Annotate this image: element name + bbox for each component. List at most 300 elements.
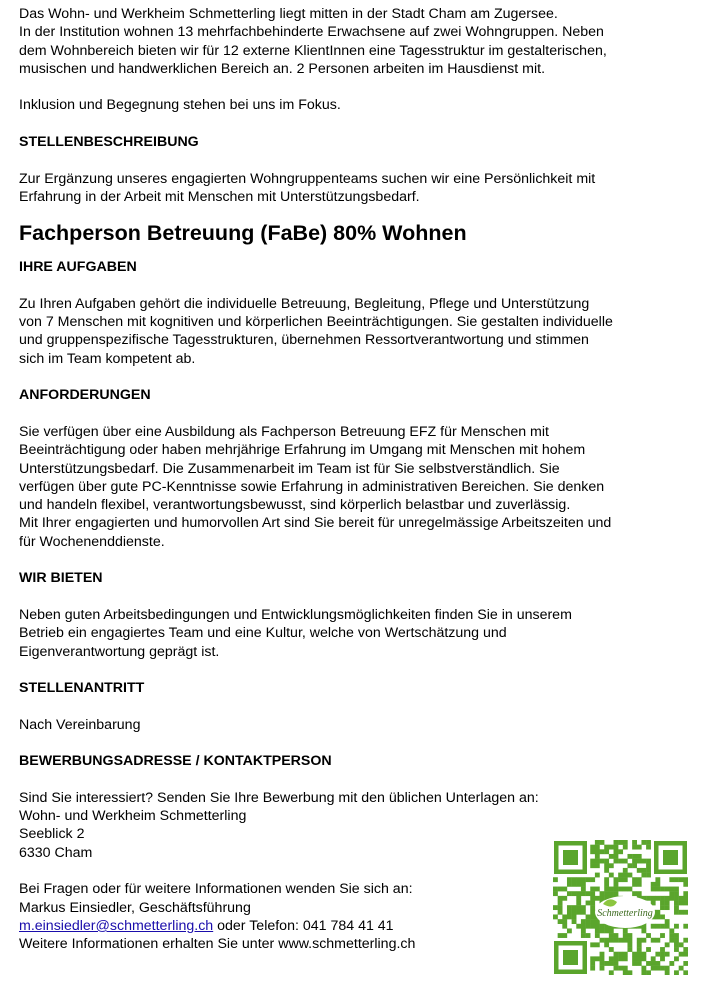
qr-module <box>586 924 591 929</box>
qr-module <box>590 919 595 924</box>
qr-module <box>595 933 600 938</box>
qr-module <box>646 845 651 850</box>
qr-module <box>600 924 605 929</box>
qr-module <box>679 952 684 957</box>
qr-module <box>609 891 614 896</box>
qr-module <box>632 961 637 966</box>
qr-module <box>576 910 581 915</box>
qr-module <box>651 924 656 929</box>
qr-module <box>637 956 642 961</box>
qr-module <box>595 956 600 961</box>
qr-module <box>590 896 595 901</box>
qr-module <box>576 896 581 901</box>
qr-module <box>651 938 656 943</box>
qr-module <box>674 938 679 943</box>
qr-module <box>572 891 577 896</box>
qr-module <box>562 924 567 929</box>
qr-module <box>586 919 591 924</box>
qr-module <box>627 947 632 952</box>
qr-module <box>562 933 567 938</box>
qr-module <box>674 910 679 915</box>
job-posting-document <box>19 5 699 954</box>
intro-paragraph: Das Wohn- und Werkheim Schmetterling liegt mitten in der Stadt Cham am Zugersee. In der Institution wohnen 13 mehrfachbehinderte Erwachsene auf zwei Wohngruppen. Neben dem Wohnbereich bieten wir für 12 externe KlientInnen eine Tagesstruktur im gestalterischen, musischen und handwerklichen Bereich an. 2 Personen arbeiten im Hausdienst mit. <box>19 6 607 77</box>
qr-module <box>618 849 623 854</box>
qr-module <box>567 910 572 915</box>
qr-module <box>623 952 628 957</box>
qr-module <box>553 905 558 910</box>
qr-module <box>614 877 619 882</box>
qr-module <box>637 938 642 943</box>
qr-module <box>595 928 600 933</box>
qr-module <box>600 966 605 971</box>
qr-module <box>553 877 558 882</box>
qr-code <box>553 840 688 975</box>
wir-bieten-text: Neben guten Arbeitsbedingungen und Entwicklungsmöglichkeiten finden Sie in unserem Betrieb ein engagiertes Team und eine Kultur, welche von Wertschätzung und Eigenverantwortung geprägt ist. <box>19 606 572 660</box>
section-heading-stellenantritt: STELLENANTRITT <box>19 680 145 697</box>
qr-module <box>576 877 581 882</box>
qr-module <box>604 887 609 892</box>
qr-module <box>674 896 679 901</box>
qr-module <box>572 882 577 887</box>
qr-module <box>600 891 605 896</box>
qr-module <box>660 947 665 952</box>
qr-module <box>660 901 665 906</box>
qr-module <box>609 938 614 943</box>
qr-center-logo <box>595 896 655 928</box>
qr-module <box>595 873 600 878</box>
qr-module <box>646 970 651 975</box>
qr-module <box>604 891 609 896</box>
qr-module <box>600 859 605 864</box>
qr-module <box>683 877 688 882</box>
qr-module <box>669 887 674 892</box>
qr-module <box>623 956 628 961</box>
qr-module <box>641 970 646 975</box>
qr-finder-top-right <box>654 841 687 874</box>
qr-module <box>679 901 684 906</box>
qr-module <box>604 877 609 882</box>
qr-module <box>679 877 684 882</box>
qr-module <box>623 859 628 864</box>
qr-module <box>637 891 642 896</box>
qr-module <box>660 966 665 971</box>
qr-module <box>646 863 651 868</box>
qr-module <box>558 910 563 915</box>
qr-module <box>595 896 600 901</box>
qr-module <box>590 877 595 882</box>
qr-module <box>637 947 642 952</box>
qr-module <box>609 845 614 850</box>
qr-module <box>618 877 623 882</box>
qr-module <box>637 854 642 859</box>
stellenbeschreibung-text: Zur Ergänzung unseres engagierten Wohngruppenteams suchen wir eine Persönlichkeit mit Erfahrung in der Arbeit mit Menschen mit Unterstützungsbedarf. <box>19 170 596 205</box>
qr-module <box>660 887 665 892</box>
qr-module <box>623 845 628 850</box>
aufgaben-text: Zu Ihren Aufgaben gehört die individuelle Betreuung, Begleitung, Pflege und Unterstützung von 7 Menschen mit kognitiven und körperlichen Beeinträchtigungen. Sie gestalten individuelle und gruppenspezifische Tagesstrukturen, übernehmen Ressortverantwortung und stimmen sich im Team kompetent ab. <box>19 295 613 367</box>
qr-module <box>590 914 595 919</box>
qr-module <box>669 938 674 943</box>
qr-module <box>683 901 688 906</box>
qr-module <box>683 938 688 943</box>
qr-module <box>595 924 600 929</box>
qr-module <box>576 891 581 896</box>
qr-module <box>604 938 609 943</box>
qr-module <box>637 859 642 864</box>
qr-module <box>674 956 679 961</box>
qr-module <box>632 859 637 864</box>
qr-module <box>641 966 646 971</box>
qr-module <box>553 914 558 919</box>
qr-module <box>637 952 642 957</box>
qr-module <box>614 849 619 854</box>
qr-module <box>614 933 619 938</box>
qr-module <box>590 910 595 915</box>
qr-module <box>590 956 595 961</box>
qr-module <box>651 956 656 961</box>
qr-module <box>609 873 614 878</box>
qr-module <box>665 901 670 906</box>
qr-module <box>660 914 665 919</box>
qr-module <box>655 966 660 971</box>
qr-module <box>614 845 619 850</box>
qr-module <box>632 854 637 859</box>
qr-module <box>586 877 591 882</box>
qr-module <box>637 868 642 873</box>
qr-module <box>627 863 632 868</box>
qr-module <box>604 882 609 887</box>
qr-module <box>618 966 623 971</box>
qr-module <box>660 952 665 957</box>
qr-module <box>660 905 665 910</box>
qr-module <box>660 896 665 901</box>
qr-module <box>618 873 623 878</box>
qr-module <box>581 928 586 933</box>
qr-module <box>558 896 563 901</box>
qr-module <box>623 868 628 873</box>
qr-module <box>558 933 563 938</box>
qr-module <box>627 942 632 947</box>
qr-module <box>627 854 632 859</box>
qr-module <box>600 961 605 966</box>
qr-module <box>595 859 600 864</box>
qr-module <box>669 891 674 896</box>
qr-module <box>655 887 660 892</box>
qr-module <box>646 840 651 845</box>
qr-module <box>669 896 674 901</box>
qr-module <box>609 854 614 859</box>
qr-module <box>651 887 656 892</box>
qr-module <box>655 910 660 915</box>
qr-module <box>586 901 591 906</box>
qr-module <box>637 882 642 887</box>
section-heading-kontakt: BEWERBUNGSADRESSE / KONTAKTPERSON <box>19 753 332 770</box>
qr-module <box>660 956 665 961</box>
qr-module <box>604 961 609 966</box>
qr-module <box>674 947 679 952</box>
qr-module <box>558 905 563 910</box>
qr-module <box>581 933 586 938</box>
qr-module <box>651 896 656 901</box>
qr-module <box>586 891 591 896</box>
anforderungen-text: Sie verfügen über eine Ausbildung als Fachperson Betreuung EFZ für Menschen mit Beeinträchtigung oder haben mehrjährige Erfahrung im Umgang mit Menschen mit hohem Unterstützungsbedarf. Die Zusammenarbeit im Team ist für Sie selbstverständlich. Sie verfügen über gute PC-Kenntnisse sowie Erfahrung in administrativen Bereichen. Sie denken und handeln flexibel, verantwortungsbewusst, sind körperlich belastbar und zuverlässig. Mit Ihrer engagierten und humorvollen Art sind Sie bereit für unregelmässige Arbeitszeiten und für Wochenenddienste. <box>19 423 612 550</box>
qr-module <box>590 891 595 896</box>
qr-module <box>655 882 660 887</box>
qr-module <box>614 956 619 961</box>
qr-module <box>641 938 646 943</box>
qr-module <box>614 891 619 896</box>
qr-module <box>562 914 567 919</box>
qr-module <box>665 924 670 929</box>
stellenantritt-text: Nach Vereinbarung <box>19 716 141 733</box>
qr-module <box>581 891 586 896</box>
qr-module <box>590 863 595 868</box>
qr-module <box>637 942 642 947</box>
qr-module <box>581 877 586 882</box>
qr-finder-top-left <box>554 841 587 874</box>
qr-module <box>590 966 595 971</box>
qr-module <box>623 970 628 975</box>
qr-module <box>576 905 581 910</box>
qr-module <box>655 952 660 957</box>
qr-module <box>553 887 558 892</box>
qr-module <box>665 970 670 975</box>
qr-module <box>600 849 605 854</box>
qr-module <box>604 942 609 947</box>
qr-module <box>618 952 623 957</box>
qr-module <box>655 924 660 929</box>
qr-module <box>590 849 595 854</box>
qr-module <box>567 877 572 882</box>
qr-module <box>646 947 651 952</box>
qr-module <box>581 910 586 915</box>
qr-module <box>586 933 591 938</box>
qr-module <box>683 891 688 896</box>
qr-module <box>683 896 688 901</box>
qr-module <box>632 845 637 850</box>
qr-module <box>609 933 614 938</box>
qr-module <box>627 970 632 975</box>
qr-module <box>609 947 614 952</box>
qr-module <box>581 919 586 924</box>
qr-module <box>655 896 660 901</box>
qr-module <box>590 859 595 864</box>
qr-module <box>600 938 605 943</box>
qr-module <box>558 919 563 924</box>
qr-module <box>623 840 628 845</box>
qr-module <box>581 905 586 910</box>
qr-module <box>590 942 595 947</box>
qr-module <box>632 956 637 961</box>
qr-module <box>669 961 674 966</box>
qr-module <box>558 901 563 906</box>
qr-module <box>683 961 688 966</box>
qr-module <box>609 961 614 966</box>
qr-module <box>651 882 656 887</box>
qr-module <box>614 840 619 845</box>
qr-module <box>623 877 628 882</box>
qr-module <box>604 859 609 864</box>
qr-module <box>567 905 572 910</box>
qr-module <box>665 905 670 910</box>
qr-module <box>665 966 670 971</box>
qr-module <box>614 938 619 943</box>
email-link[interactable]: m.einsiedler@schmetterling.ch <box>19 917 214 934</box>
qr-module <box>572 905 577 910</box>
qr-module <box>604 868 609 873</box>
qr-module <box>618 840 623 845</box>
qr-module <box>641 868 646 873</box>
qr-module <box>651 966 656 971</box>
qr-module <box>632 863 637 868</box>
qr-module <box>604 849 609 854</box>
qr-module <box>632 840 637 845</box>
qr-module <box>576 924 581 929</box>
qr-module <box>623 873 628 878</box>
qr-module <box>674 877 679 882</box>
qr-module <box>627 873 632 878</box>
qr-module <box>627 887 632 892</box>
qr-module <box>665 919 670 924</box>
qr-module <box>674 901 679 906</box>
qr-module <box>623 966 628 971</box>
qr-module <box>590 887 595 892</box>
qr-module <box>609 887 614 892</box>
qr-module <box>632 877 637 882</box>
qr-module <box>567 928 572 933</box>
phone-text: oder Telefon: 041 784 41 41 <box>213 917 394 934</box>
qr-module <box>572 914 577 919</box>
section-heading-stellenbeschreibung: STELLENBESCHREIBUNG <box>19 134 199 151</box>
qr-module <box>641 840 646 845</box>
qr-module <box>581 887 586 892</box>
qr-module <box>665 896 670 901</box>
qr-module <box>567 891 572 896</box>
qr-module <box>660 924 665 929</box>
qr-module <box>632 952 637 957</box>
qr-module <box>618 956 623 961</box>
qr-module <box>595 863 600 868</box>
intro-focus-text: Inklusion und Begegnung stehen bei uns im Fokus. <box>19 97 341 114</box>
qr-module <box>567 882 572 887</box>
qr-module <box>674 924 679 929</box>
qr-module <box>595 887 600 892</box>
section-heading-aufgaben: IHRE AUFGABEN <box>19 259 137 276</box>
qr-module <box>679 896 684 901</box>
qr-module <box>614 952 619 957</box>
qr-module <box>683 970 688 975</box>
qr-module <box>600 928 605 933</box>
contact-person-text: Bei Fragen oder für weitere Informationen wenden Sie sich an: Markus Einsiedler, Geschäftsführung <box>19 881 413 916</box>
qr-module <box>604 863 609 868</box>
qr-module <box>627 938 632 943</box>
qr-module <box>623 928 628 933</box>
qr-module <box>572 910 577 915</box>
qr-module <box>553 891 558 896</box>
qr-module <box>600 840 605 845</box>
qr-module <box>665 942 670 947</box>
qr-module <box>683 947 688 952</box>
qr-module <box>595 840 600 845</box>
qr-module <box>632 882 637 887</box>
qr-module <box>614 961 619 966</box>
qr-module <box>609 928 614 933</box>
qr-module <box>618 859 623 864</box>
qr-module <box>600 956 605 961</box>
qr-module <box>600 952 605 957</box>
qr-module <box>590 961 595 966</box>
qr-module <box>665 952 670 957</box>
qr-module <box>581 882 586 887</box>
qr-module <box>637 845 642 850</box>
qr-module <box>669 928 674 933</box>
qr-module <box>618 887 623 892</box>
qr-module <box>637 877 642 882</box>
qr-module <box>641 859 646 864</box>
qr-module <box>609 970 614 975</box>
job-title: Fachperson Betreuung (FaBe) 80% Wohnen <box>19 221 467 246</box>
qr-module <box>683 924 688 929</box>
qr-module <box>562 919 567 924</box>
qr-module <box>683 952 688 957</box>
qr-module <box>586 914 591 919</box>
qr-module <box>572 877 577 882</box>
qr-module <box>614 887 619 892</box>
qr-module <box>674 887 679 892</box>
qr-module <box>665 887 670 892</box>
qr-module <box>679 910 684 915</box>
qr-module <box>590 901 595 906</box>
qr-module <box>646 873 651 878</box>
qr-module <box>558 887 563 892</box>
qr-module <box>590 924 595 929</box>
qr-module <box>655 938 660 943</box>
qr-module <box>595 845 600 850</box>
qr-module <box>572 919 577 924</box>
qr-module <box>614 854 619 859</box>
qr-logo-label: Schmetterling <box>597 908 653 919</box>
qr-module <box>590 905 595 910</box>
qr-module <box>660 933 665 938</box>
qr-module <box>646 961 651 966</box>
qr-module <box>641 928 646 933</box>
qr-module <box>632 891 637 896</box>
qr-module <box>674 905 679 910</box>
website-info-text: Weitere Informationen erhalten Sie unter www.schmetterling.ch <box>19 936 416 953</box>
qr-module <box>623 933 628 938</box>
qr-module <box>674 891 679 896</box>
qr-module <box>641 952 646 957</box>
section-heading-wir-bieten: WIR BIETEN <box>19 570 103 587</box>
qr-module <box>623 938 628 943</box>
qr-module <box>651 961 656 966</box>
qr-module <box>600 896 605 901</box>
qr-module <box>604 845 609 850</box>
qr-module <box>655 877 660 882</box>
qr-module <box>595 849 600 854</box>
qr-module <box>641 873 646 878</box>
qr-module <box>567 914 572 919</box>
qr-finder-bottom-left <box>554 941 587 974</box>
qr-module <box>614 966 619 971</box>
qr-module <box>576 882 581 887</box>
qr-module <box>646 896 651 901</box>
qr-module <box>623 887 628 892</box>
qr-module <box>669 933 674 938</box>
qr-module <box>562 887 567 892</box>
qr-module <box>646 933 651 938</box>
qr-module <box>655 914 660 919</box>
qr-module <box>627 933 632 938</box>
